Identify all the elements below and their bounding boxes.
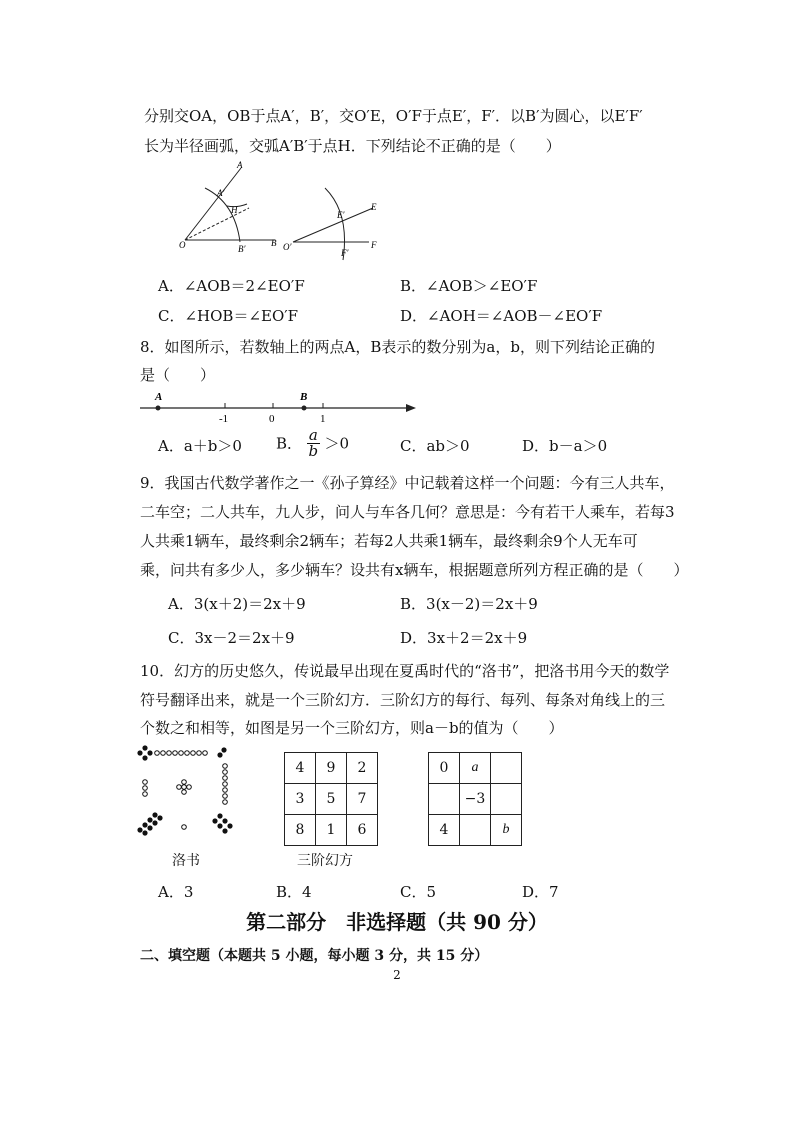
fig-label-H: H [231, 205, 238, 215]
magic-square-caption: 三阶幻方 [297, 853, 353, 869]
q8-option-b [276, 428, 349, 464]
table-row [285, 753, 378, 784]
q7-option-b: B．∠AOB＞∠EO′F [400, 277, 538, 295]
magic-cell: 8 [285, 815, 316, 846]
question-cell: 0 [429, 753, 460, 784]
table-row [429, 815, 522, 846]
magic-cell: 7 [347, 784, 378, 815]
q8-option-b-numerator: a [308, 426, 318, 444]
question-cell: b [491, 815, 522, 846]
q8-option-a: A．a＋b＞0 [158, 437, 242, 455]
magic-cell: 6 [347, 815, 378, 846]
q8-option-b-suffix: ＞0 [324, 434, 350, 453]
table-row [285, 815, 378, 846]
axis-label-B: B [300, 391, 308, 403]
q7-option-c: C．∠HOB＝∠EO′F [158, 307, 299, 325]
axis-tick-minus-one: -1 [219, 413, 229, 425]
q8-option-d: D．b－a＞0 [522, 437, 608, 455]
fig-label-B1: B′ [238, 244, 246, 254]
page-number: 2 [393, 968, 401, 982]
fig-label-A1: A′ [217, 188, 225, 198]
q9-option-c: C．3x－2＝2x＋9 [168, 629, 295, 647]
q10-line-2: 符号翻译出来，就是一个三阶幻方．三阶幻方的每行、每列、每条对角线上的三 [140, 691, 666, 709]
axis-tick-one: 1 [320, 413, 326, 425]
fig-label-A: A [237, 160, 243, 170]
fig-label-E: E [371, 202, 377, 212]
axis-label-A: A [155, 391, 163, 403]
q7-line-1: 分别交OA，OB于点A′，B′，交O′E，O′F于点E′，F′．以B′为圆心，以E′F′ [144, 107, 643, 125]
fig-label-F: F [371, 240, 377, 250]
q8-line-1: 8．如图所示，若数轴上的两点A，B表示的数分别为a，b，则下列结论正确的 [140, 338, 655, 356]
table-row [429, 784, 522, 815]
magic-cell: 1 [316, 815, 347, 846]
q10-option-c: C．5 [400, 883, 437, 901]
magic-cell: 3 [285, 784, 316, 815]
table-row [285, 784, 378, 815]
q9-line-2: 二车空；二人共车，九人步，问人与车各几何？意思是：今有若干人乘车，若每3 [140, 503, 675, 521]
q9-line-3: 人共乘1辆车，最终剩余2辆车；若每2人共乘1辆车，最终剩余9个人无车可 [140, 532, 638, 550]
luoshu-caption: 洛书 [172, 853, 200, 869]
question-cell [491, 784, 522, 815]
part2-heading: 二、填空题（本题共 5 小题，每小题 3 分，共 15 分） [140, 948, 489, 964]
magic-square-table [284, 752, 378, 846]
q8-option-c: C．ab＞0 [400, 437, 470, 455]
q10-option-b: B．4 [276, 883, 312, 901]
q10-option-a: A．3 [158, 883, 194, 901]
q10-option-d: D．7 [522, 883, 559, 901]
fig-label-E1: E′ [337, 210, 345, 220]
fig-label-B: B [271, 238, 277, 248]
magic-cell: 4 [285, 753, 316, 784]
magic-cell: 2 [347, 753, 378, 784]
question-cell [429, 784, 460, 815]
q7-option-d: D．∠AOH＝∠AOB－∠EO′F [400, 307, 603, 325]
question-cell: −3 [460, 784, 491, 815]
question-square-table [428, 752, 522, 846]
magic-cell: 5 [316, 784, 347, 815]
section-title: 第二部分 非选择题（共 90 分） [246, 910, 548, 934]
q7-option-a: A．∠AOB＝2∠EO′F [158, 277, 305, 295]
question-cell [460, 815, 491, 846]
fig-label-O1: O′ [283, 242, 292, 252]
fig-label-F1: F′ [341, 248, 349, 258]
q8-option-b-prefix: B． [276, 434, 303, 453]
q9-line-1: 9．我国古代数学著作之一《孙子算经》中记载着这样一个问题：今有三人共车， [140, 474, 675, 492]
q9-option-a: A．3(x＋2)＝2x＋9 [168, 595, 306, 613]
q7-geometry-figure [175, 158, 390, 268]
magic-cell: 9 [316, 753, 347, 784]
question-cell: 4 [429, 815, 460, 846]
q9-option-b: B．3(x－2)＝2x＋9 [400, 595, 538, 613]
luoshu-figure [136, 744, 241, 839]
fig-label-O: O [179, 240, 186, 250]
q8-line-2: 是（ ） [140, 366, 216, 384]
q7-line-2: 长为半径画弧，交弧A′B′于点H．下列结论不正确的是（ ） [144, 137, 561, 155]
q8-number-line [140, 386, 430, 426]
q9-line-4: 乘，问共有多少人，多少辆车？设共有x辆车，根据题意所列方程正确的是（ ） [140, 561, 689, 579]
question-cell [491, 753, 522, 784]
axis-tick-zero: 0 [269, 413, 275, 425]
q8-option-b-fraction [307, 428, 320, 459]
table-row [429, 753, 522, 784]
q10-line-1: 10．幻方的历史悠久，传说最早出现在夏禹时代的“洛书”，把洛书用今天的数学 [140, 662, 670, 680]
q9-option-d: D．3x＋2＝2x＋9 [400, 629, 528, 647]
q10-line-3: 个数之和相等，如图是另一个三阶幻方，则a－b的值为（ ） [140, 719, 564, 737]
q8-option-b-denominator: b [308, 442, 319, 460]
question-cell: a [460, 753, 491, 784]
